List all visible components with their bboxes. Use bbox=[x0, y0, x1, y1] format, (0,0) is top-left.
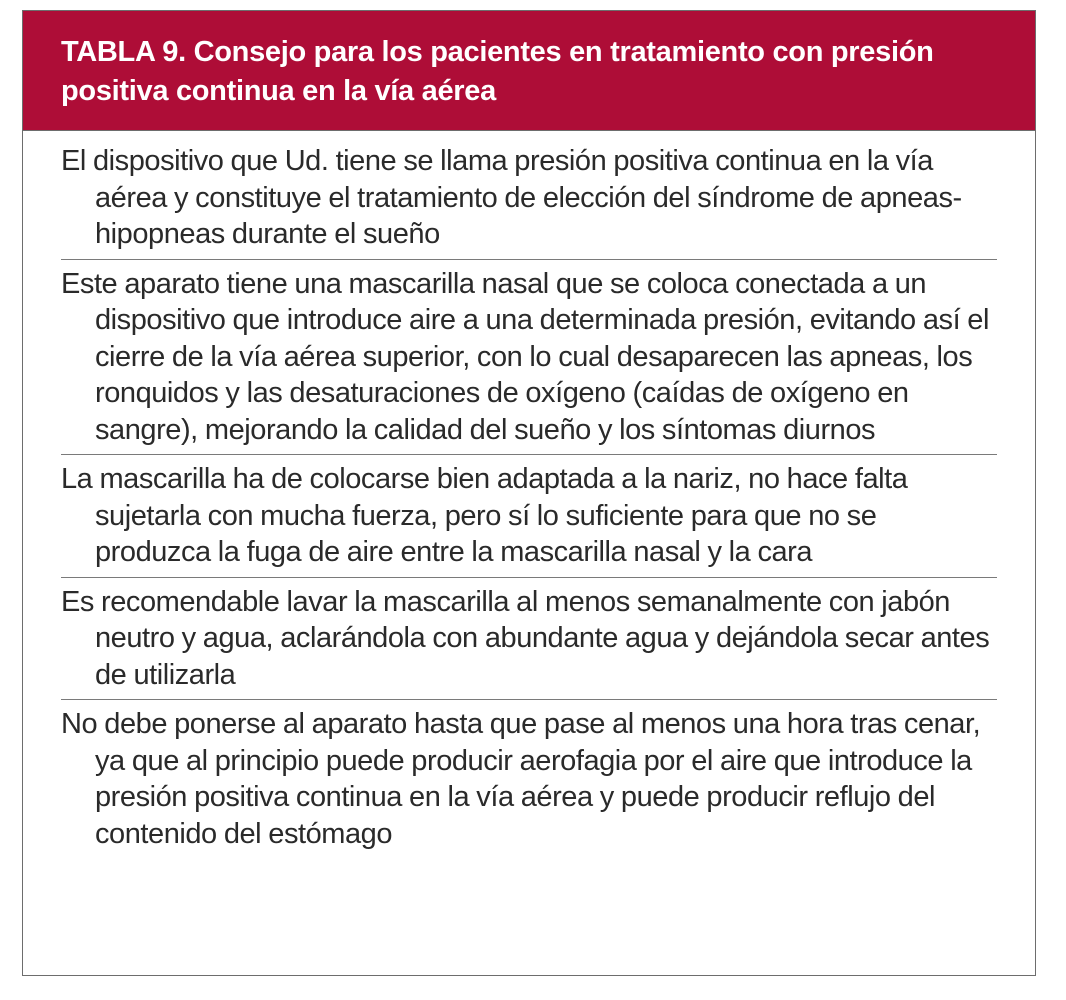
table-row: La mascarilla ha de colocarse bien adaptada a la nariz, no hace falta sujetarla con mucha fuerza, pero sí lo suficiente para que no se produzca la fuga de aire entre la mascarilla nasal y la cara bbox=[61, 455, 997, 578]
table-row: Es recomendable lavar la mascarilla al menos semanalmente con jabón neutro y agua, aclarándola con abundante agua y dejándola secar antes de utilizarla bbox=[61, 578, 997, 701]
table-row: No debe ponerse al aparato hasta que pase al menos una hora tras cenar, ya que al principio puede producir aerofagia por el aire que introduce la presión positiva continua en la vía aérea y puede producir reflujo del contenido del estómago bbox=[61, 708, 981, 850]
table-title: TABLA 9. Consejo para los pacientes en tratamiento con presión positiva continua en la vía aérea bbox=[61, 36, 934, 107]
table-row: Este aparato tiene una mascarilla nasal que se coloca conectada a un dispositivo que introduce aire a una determinada presión, evitando así el cierre de la vía aérea superior, con lo cual desaparecen las apneas, los ronquidos y las desaturaciones de oxígeno (caídas de oxígeno en sangre), mejorando la calidad del sueño y los síntomas diurnos bbox=[61, 260, 997, 456]
table-body bbox=[23, 131, 1035, 858]
advice-table bbox=[22, 10, 1036, 976]
table-header bbox=[23, 11, 1035, 131]
table-row: El dispositivo que Ud. tiene se llama presión positiva continua en la vía aérea y constituye el tratamiento de elección del síndrome de apneas-hipopneas durante el sueño bbox=[61, 143, 997, 260]
